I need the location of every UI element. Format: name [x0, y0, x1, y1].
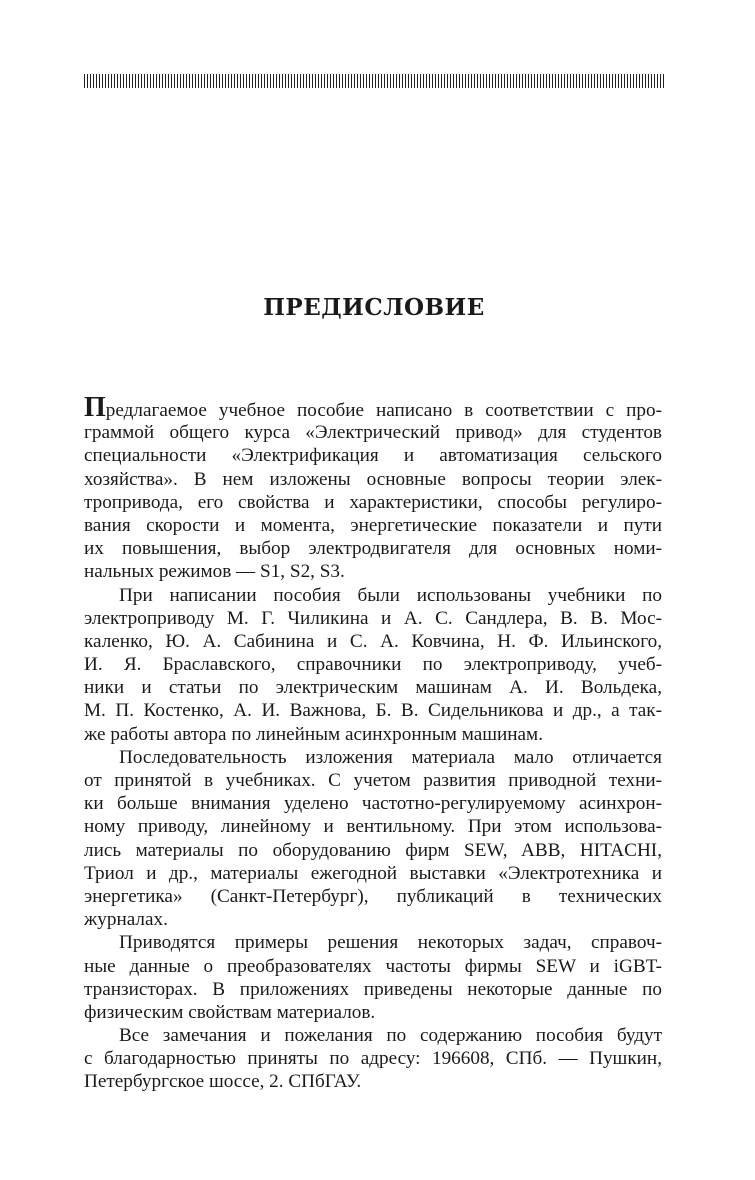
text-line: каленко, Ю. А. Сабинина и С. А. Ковчина, Н. Ф. Ильинского, [84, 630, 662, 652]
text-line: ному приводу, линейному и вентильному. При этом использова- [84, 816, 662, 838]
preface-text [84, 392, 662, 1094]
paragraph-3 [84, 746, 662, 932]
text-line: физическим свойствам материалов. [84, 1001, 376, 1023]
text-line: же работы автора по линейным асинхронным машинам. [84, 723, 544, 745]
text-line: ники и статьи по электрическим машинам А. И. Вольдека, [84, 677, 662, 699]
text-line: электроприводу М. Г. Чиликина и А. С. Сандлера, В. В. Мос- [84, 607, 662, 629]
paragraph-4 [84, 931, 662, 1024]
text-line: Последовательность изложения материала мало отличается [119, 746, 662, 768]
text-line: вания скорости и момента, энергетические показатели и пути [84, 514, 662, 536]
text-line: граммой общего курса «Электрический привод» для студентов [84, 422, 662, 444]
text-line: энергетика» (Санкт-Петербург), публикаций в технических [84, 885, 662, 907]
text-line: журналах. [84, 909, 168, 931]
text-line: от принятой в учебниках. С учетом развития приводной техни- [84, 770, 662, 791]
header-decorative-rule [84, 74, 664, 88]
text-line: Предлагаемое учебное пособие написано в соответствии с про- [84, 392, 662, 423]
text-line: хозяйства». В нем изложены основные вопросы теории элек- [84, 468, 662, 490]
text-line: И. Я. Браславского, справочники по электроприводу, учеб- [84, 654, 662, 676]
text-line: с благодарностью приняты по адресу: 196608, СПб. — Пушкин, [84, 1048, 662, 1070]
text-line: их повышения, выбор электродвигателя для основных номи- [84, 538, 662, 560]
text-line: тропривода, его свойства и характеристики, способы регулиро- [84, 491, 662, 513]
paragraph-5 [84, 1024, 662, 1094]
paragraph-2 [84, 584, 662, 746]
text-line: Приводятся примеры решения некоторых задач, справоч- [119, 932, 662, 954]
text-line: При написании пособия были использованы учебники по [119, 584, 662, 606]
text-line: Триол и др., материалы ежегодной выставки «Электротехника и [84, 862, 662, 884]
text-line: нальных режимов — S1, S2, S3. [84, 561, 345, 583]
page-title: ПРЕДИСЛОВИЕ [263, 294, 485, 321]
text-line: ные данные о преобразователях частоты фирмы SEW и iGBT- [84, 955, 662, 977]
text-line: Все замечания и пожелания по содержанию пособия будут [119, 1025, 662, 1047]
text-line: транзисторах. В приложениях приведены некоторые данные по [84, 978, 662, 1000]
text-line: специальности «Электрификация и автоматизация сельского [84, 445, 662, 467]
text-line: Петербургское шоссе, 2. СПбГАУ. [84, 1071, 362, 1093]
text-line: лись материалы по оборудованию фирм SEW, ABB, HITACHI, [84, 839, 662, 861]
paragraph-1 [84, 392, 662, 584]
text-line: ки больше внимания уделено частотно-регулируемому асинхрон- [84, 793, 662, 815]
text-line: М. П. Костенко, А. И. Важнова, Б. В. Сидельникова и др., а так- [84, 700, 662, 722]
drop-cap: П [84, 392, 106, 423]
